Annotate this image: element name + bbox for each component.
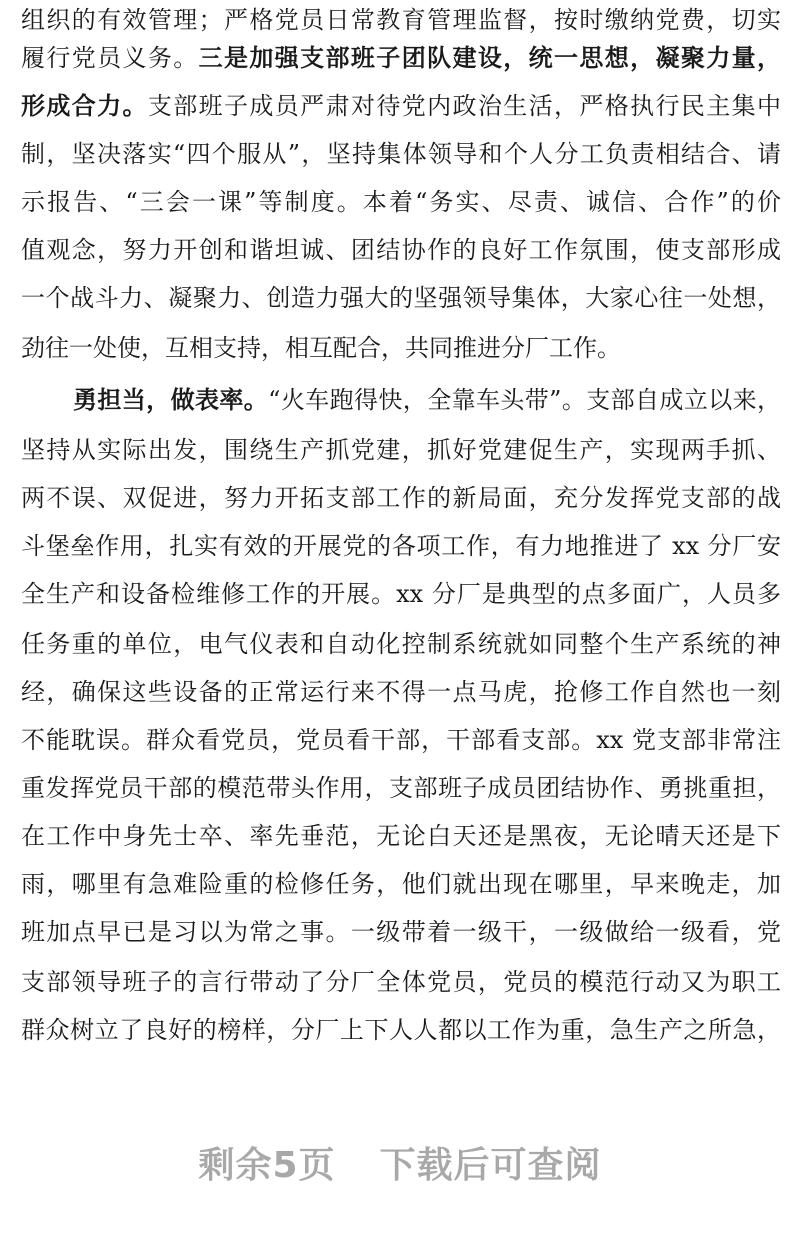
text-line: 斗堡垒作用，扎实有效的开展党的各项工作，有力地推进了 xx 分厂安 [21, 532, 781, 560]
text-line: 值观念，努力开创和谐坦诚、团结协作的良好工作氛围，使支部形成 [21, 236, 781, 264]
text-line [21, 38, 781, 78]
text-line [21, 86, 781, 126]
bold-heading: 勇担当，做表率。 [73, 385, 269, 414]
download-to-view-label: 下载后可查阅 [379, 1145, 602, 1186]
text-span: “火车跑得快，全靠车头带”。支部自成立以来， [268, 386, 781, 414]
text-line: 支部领导班子的言行带动了分厂全体党员，党员的模范行动又为职工 [21, 968, 781, 996]
text-line: 重发挥党员干部的模范带头作用，支部班子成员团结协作、勇挑重担， [21, 774, 781, 802]
text-line: 制，坚决落实“四个服从”，坚持集体领导和个人分工负责相结合、请 [21, 140, 781, 168]
text-line: 示报告、“三会一课”等制度。本着“务实、尽责、诚信、合作”的价 [21, 188, 781, 216]
text-line: 任务重的单位，电气仪表和自动化控制系统就如同整个生产系统的神 [21, 630, 781, 658]
text-line: 群众树立了良好的榜样，分厂上下人人都以工作为重，急生产之所急， [21, 1016, 781, 1044]
text-span: 支部班子成员严肃对待党内政治生活，严格执行民主集中 [147, 92, 781, 120]
text-line: 经，确保这些设备的正常运行来不得一点马虎，抢修工作自然也一刻 [21, 678, 781, 706]
text-line: 坚持从实际出发，围绕生产抓党建，抓好党建促生产，实现两手抓、 [21, 436, 781, 464]
text-line: 劲往一处使，互相支持，相互配合，共同推进分厂工作。 [21, 334, 621, 362]
remaining-pages-label: 剩余5页 [198, 1145, 336, 1186]
text-line: 全生产和设备检维修工作的开展。xx 分厂是典型的点多面广，人员多 [21, 580, 781, 608]
text-line: 班加点早已是习以为常之事。一级带着一级干，一级做给一级看，党 [21, 918, 781, 946]
paragraph-first-line [73, 380, 781, 420]
text-line: 一个战斗力、凝聚力、创造力强大的坚强领导集体，大家心往一处想， [21, 284, 781, 312]
text-line: 组织的有效管理；严格党员日常教育管理监督，按时缴纳党费，切实 [21, 6, 781, 34]
download-prompt-banner[interactable] [0, 1140, 800, 1192]
text-line: 雨，哪里有急难险重的检修任务，他们就出现在哪里，早来晚走，加 [21, 870, 781, 898]
bold-heading: 形成合力。 [21, 91, 148, 120]
text-line: 不能耽误。群众看党员，党员看干部，干部看支部。xx 党支部非常注 [21, 726, 781, 754]
bold-heading: 三是加强支部班子团队建设，统一思想，凝聚力量， [198, 43, 781, 72]
text-span: 履行党员义务。 [21, 44, 199, 72]
text-line: 在工作中身先士卒、率先垂范，无论白天还是黑夜，无论晴天还是下 [21, 822, 781, 850]
text-line: 两不误、双促进，努力开拓支部工作的新局面，充分发挥党支部的战 [21, 484, 781, 512]
